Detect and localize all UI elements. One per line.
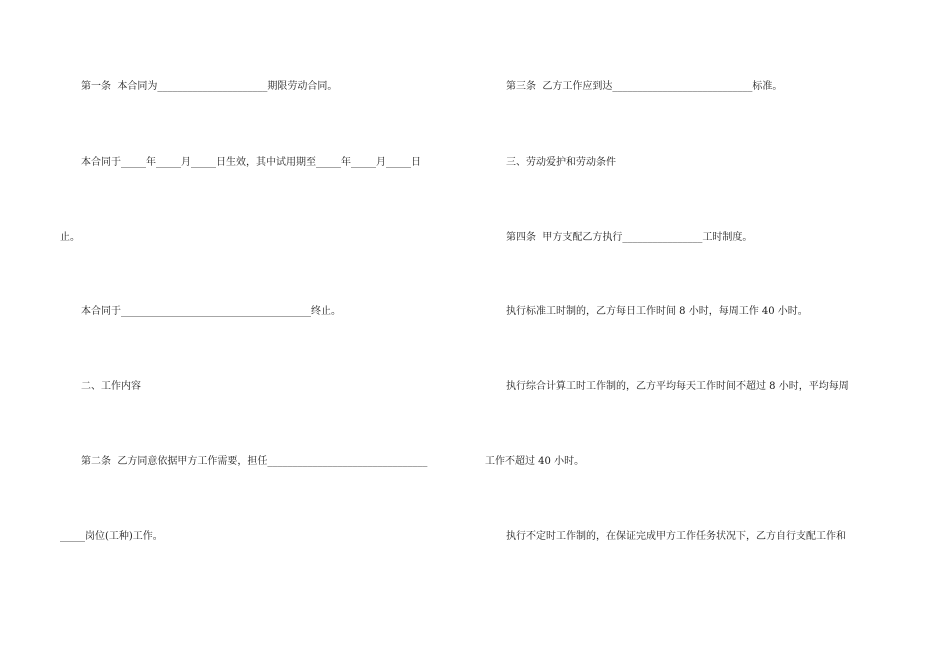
effective-date-and-probation: 本合同于_____年_____月_____日生效，其中试用期至_____年_____月_____日: [81, 157, 421, 168]
comprehensive-hours-clause: 执行综合计算工时工作制的，乙方平均每天工作时间不超过 8 小时，平均每周: [506, 381, 849, 392]
comprehensive-hours-continuation: 工作不超过 40 小时。: [485, 456, 585, 467]
article-4-working-hours-system: 第四条 甲方支配乙方执行________________工时制度。: [506, 232, 753, 243]
section-3-labor-protection-heading: 三、劳动爱护和劳动条件: [506, 157, 616, 168]
article-3-work-standard: 第三条 乙方工作应到达____________________________标准。: [506, 81, 783, 92]
contract-termination-line: 本合同于______________________________________终止。: [81, 306, 341, 317]
standard-hours-clause: 执行标准工时制的，乙方每日工作时间 8 小时，每周工作 40 小时。: [506, 306, 808, 317]
flexible-hours-clause: 执行不定时工作制的，在保证完成甲方工作任务状况下，乙方自行支配工作和: [506, 531, 846, 542]
section-2-work-content-heading: 二、工作内容: [81, 381, 141, 392]
article-2-position: 第二条 乙方同意依据甲方工作需要，担任________________________________: [81, 456, 428, 467]
probation-end-continuation: 止。: [60, 232, 80, 243]
article-1-contract-term: 第一条 本合同为______________________期限劳动合同。: [81, 81, 338, 92]
position-continuation: _____岗位(工种)工作。: [60, 531, 163, 542]
